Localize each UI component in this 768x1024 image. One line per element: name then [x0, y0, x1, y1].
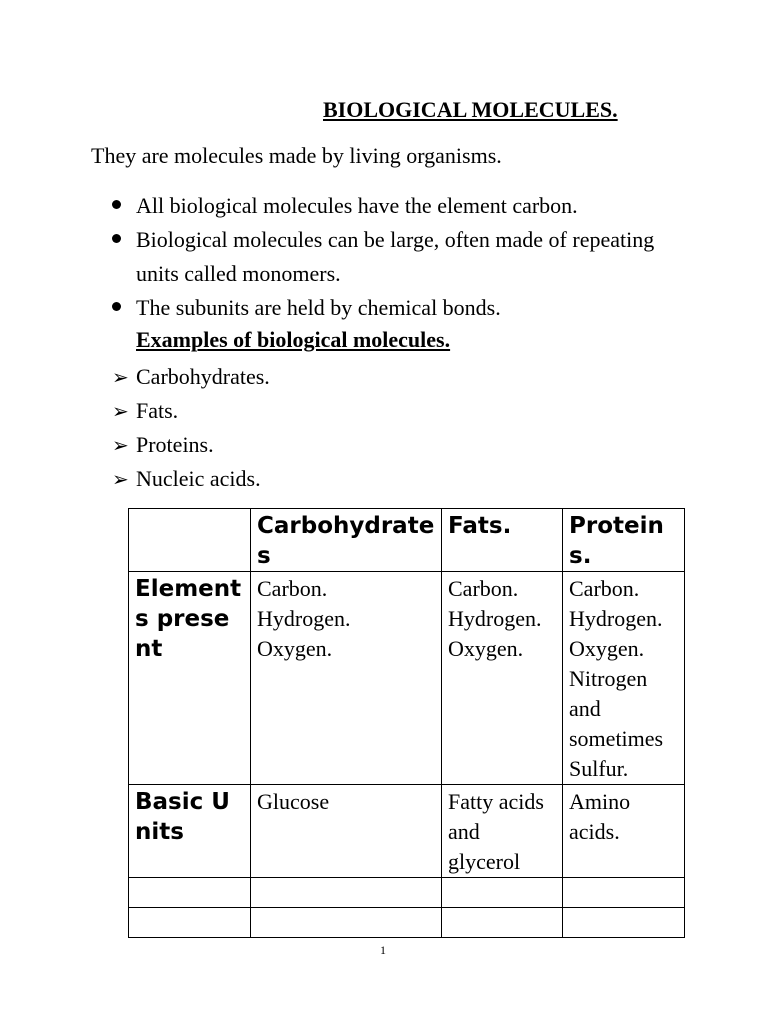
table-row-empty	[129, 878, 685, 908]
examples-heading: Examples of biological molecules.	[136, 327, 451, 352]
cell-line: Oxygen.	[569, 636, 645, 661]
page-title: BIOLOGICAL MOLECULES.	[323, 97, 618, 122]
table-cell	[251, 878, 442, 908]
arrow-bullet-icon: ➢	[112, 399, 129, 423]
bullet-text: The subunits are held by chemical bonds.	[136, 295, 501, 320]
table-cell	[129, 908, 251, 938]
table-cell	[563, 908, 685, 938]
bullet-item	[136, 291, 696, 325]
cell-line: Carbon.	[569, 576, 640, 601]
table-row	[129, 785, 685, 878]
molecules-table	[128, 508, 685, 938]
table-cell	[251, 785, 442, 878]
page-number: 1	[380, 943, 386, 957]
row-header-cell: Basic Units	[129, 785, 251, 878]
table-header-cell: Proteins.	[563, 509, 685, 572]
table-row	[129, 572, 685, 785]
table-header-row	[129, 509, 685, 572]
cell-line: Carbon.	[257, 576, 328, 601]
cell-line: Amino acids.	[569, 789, 631, 844]
cell-line: Fatty acids and glycerol	[448, 789, 544, 874]
bullet-text: Biological molecules can be large, often made of repeating units called monomers.	[136, 227, 655, 286]
examples-list	[112, 360, 270, 496]
bullet-text: All biological molecules have the element carbon.	[136, 193, 578, 218]
cell-line: Hydrogen.	[257, 606, 351, 631]
example-item	[112, 428, 270, 462]
example-text: Fats.	[136, 398, 179, 423]
table-header-cell	[129, 509, 251, 572]
arrow-bullet-icon: ➢	[112, 433, 129, 457]
bullet-icon	[112, 302, 121, 311]
table-cell	[563, 878, 685, 908]
cell-line: Hydrogen.	[569, 606, 663, 631]
row-header-cell: Elements present	[129, 572, 251, 785]
cell-line: Oxygen.	[448, 636, 524, 661]
example-item	[112, 360, 270, 394]
intro-text: They are molecules made by living organisms.	[91, 143, 502, 168]
table-cell	[563, 785, 685, 878]
table-header-cell: Carbohydrates	[251, 509, 442, 572]
cell-line: Nitrogen and sometimes Sulfur.	[569, 666, 664, 781]
example-item	[112, 462, 270, 496]
table-cell	[563, 572, 685, 785]
table-cell	[442, 572, 563, 785]
table-cell	[442, 878, 563, 908]
bullet-item	[136, 189, 696, 223]
bullet-icon	[112, 200, 121, 209]
cell-line: Hydrogen.	[448, 606, 542, 631]
cell-line: Glucose	[257, 789, 330, 814]
example-text: Carbohydrates.	[136, 364, 270, 389]
bullet-list	[136, 189, 696, 325]
example-text: Nucleic acids.	[136, 466, 261, 491]
cell-line: Oxygen.	[257, 636, 333, 661]
arrow-bullet-icon: ➢	[112, 365, 129, 389]
bullet-item	[136, 223, 696, 291]
cell-line: Carbon.	[448, 576, 519, 601]
arrow-bullet-icon: ➢	[112, 467, 129, 491]
bullet-icon	[112, 234, 121, 243]
table-cell	[251, 572, 442, 785]
example-text: Proteins.	[136, 432, 214, 457]
table-cell	[442, 785, 563, 878]
table-cell	[251, 908, 442, 938]
table-cell	[442, 908, 563, 938]
table-header-cell: Fats.	[442, 509, 563, 572]
example-item	[112, 394, 270, 428]
table-row-empty	[129, 908, 685, 938]
table-cell	[129, 878, 251, 908]
